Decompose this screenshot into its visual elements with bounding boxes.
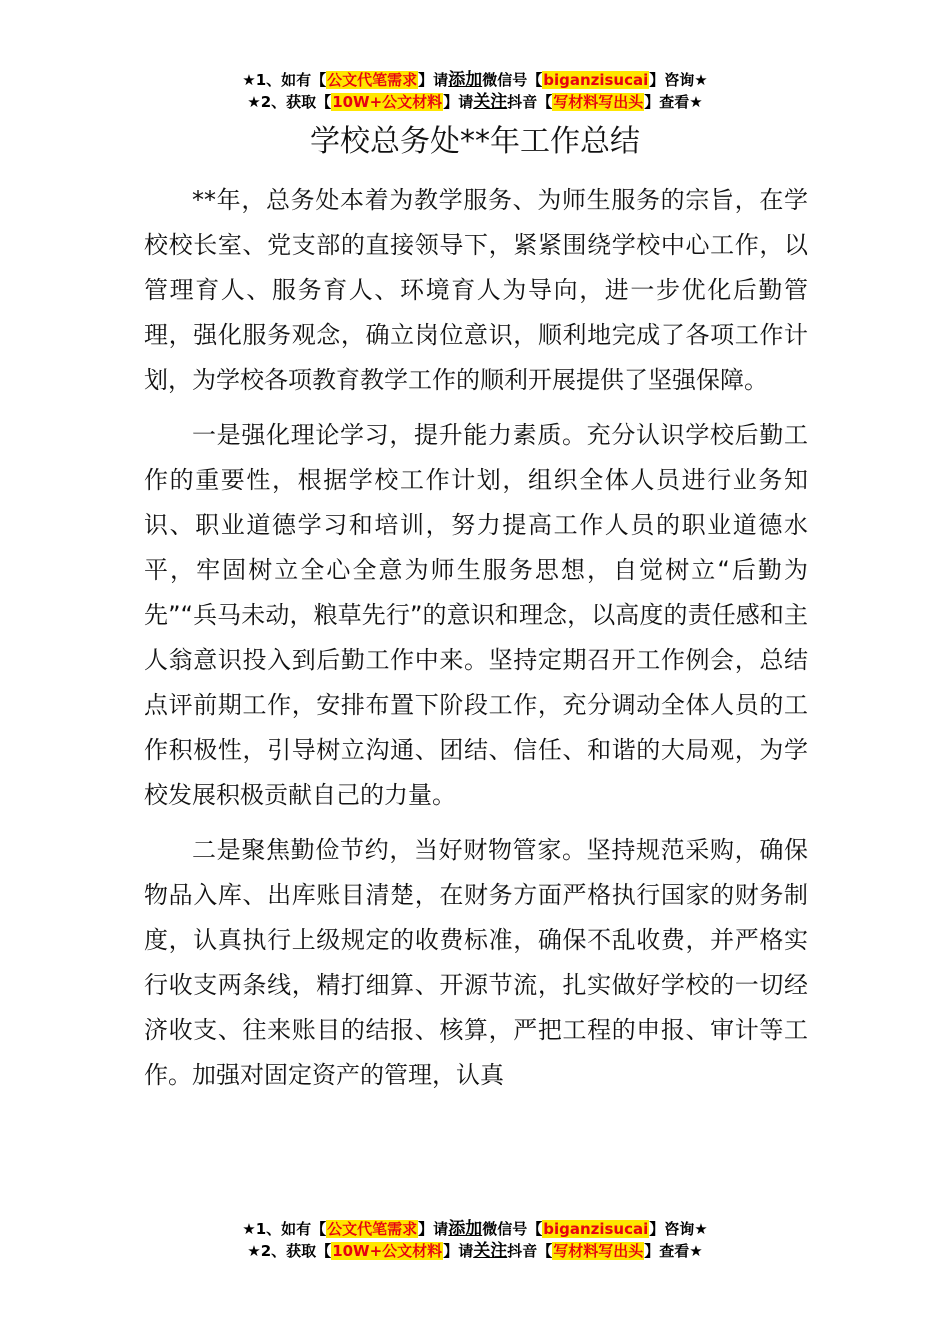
promo-emphasis: 关注 [473, 92, 508, 112]
promo-text: 】查看★ [644, 93, 703, 111]
promo-text: 】请 [418, 1220, 449, 1238]
promo-text: ★2、获取【 [247, 93, 332, 111]
promo-text: 】请 [443, 1242, 474, 1260]
promo-highlight-wechat-id: biganzisucai [543, 1220, 649, 1238]
promo-line-1 [0, 1218, 950, 1240]
promo-highlight-douyin-id: 写材料写出头 [553, 93, 644, 111]
promo-highlight: 公文代笔需求 [327, 1220, 418, 1238]
paragraph-section-2: 二是聚焦勤俭节约，当好财物管家。坚持规范采购，确保物品入库、出库账目清楚，在财务方面严格执行国家的财务制度，认真执行上级规定的收费标准，确保不乱收费，并严格实行收支两条线，精打细算、开源节流，扎实做好学校的一切经济收支、往来账目的结报、核算，严把工程的申报、审计等工作。加强对固定资产的管理，认真 [144, 836, 808, 1089]
promo-banner-bottom [0, 1218, 950, 1262]
promo-line-1 [0, 69, 950, 91]
promo-highlight-douyin-id: 写材料写出头 [553, 1242, 644, 1260]
promo-text: 】咨询★ [649, 1220, 708, 1238]
promo-text: 微信号【 [482, 71, 543, 89]
promo-highlight-wechat-id: biganzisucai [543, 71, 649, 89]
promo-text: 】请 [443, 93, 474, 111]
promo-text: ★1、如有【 [242, 71, 327, 89]
promo-highlight: 10W+公文材料 [332, 93, 443, 111]
promo-highlight: 公文代笔需求 [327, 71, 418, 89]
promo-text: 】请 [418, 71, 449, 89]
promo-text: 】咨询★ [649, 71, 708, 89]
paragraph-intro: **年，总务处本着为教学服务、为师生服务的宗旨，在学校校长室、党支部的直接领导下，紧紧围绕学校中心工作，以管理育人、服务育人、环境育人为导向，进一步优化后勤管理，强化服务观念，确立岗位意识，顺利地完成了各项工作计划，为学校各项教育教学工作的顺利开展提供了坚强保障。 [144, 186, 808, 394]
promo-emphasis: 关注 [473, 1241, 508, 1261]
promo-line-2 [0, 1240, 950, 1262]
promo-highlight: 10W+公文材料 [332, 1242, 443, 1260]
promo-emphasis: 添加 [448, 70, 483, 90]
promo-text: 抖音【 [507, 93, 553, 111]
promo-line-2 [0, 91, 950, 113]
promo-banner-top [0, 69, 950, 113]
document-title: 学校总务处**年工作总结 [310, 124, 640, 159]
promo-text: 微信号【 [482, 1220, 543, 1238]
promo-text: 】查看★ [644, 1242, 703, 1260]
document-body [144, 178, 808, 1108]
promo-text: ★2、获取【 [247, 1242, 332, 1260]
paragraph-section-1: 一是强化理论学习，提升能力素质。充分认识学校后勤工作的重要性，根据学校工作计划，组织全体人员进行业务知识、职业道德学习和培训，努力提高工作人员的职业道德水平，牢固树立全心全意为师生服务思想，自觉树立“后勤为先”“兵马未动，粮草先行”的意识和理念，以高度的责任感和主人翁意识投入到后勤工作中来。坚持定期召开工作例会，总结点评前期工作，安排布置下阶段工作，充分调动全体人员的工作积极性，引导树立沟通、团结、信任、和谐的大局观，为学校发展积极贡献自己的力量。 [144, 421, 808, 809]
promo-text: 抖音【 [507, 1242, 553, 1260]
promo-emphasis: 添加 [448, 1219, 483, 1239]
promo-text: ★1、如有【 [242, 1220, 327, 1238]
